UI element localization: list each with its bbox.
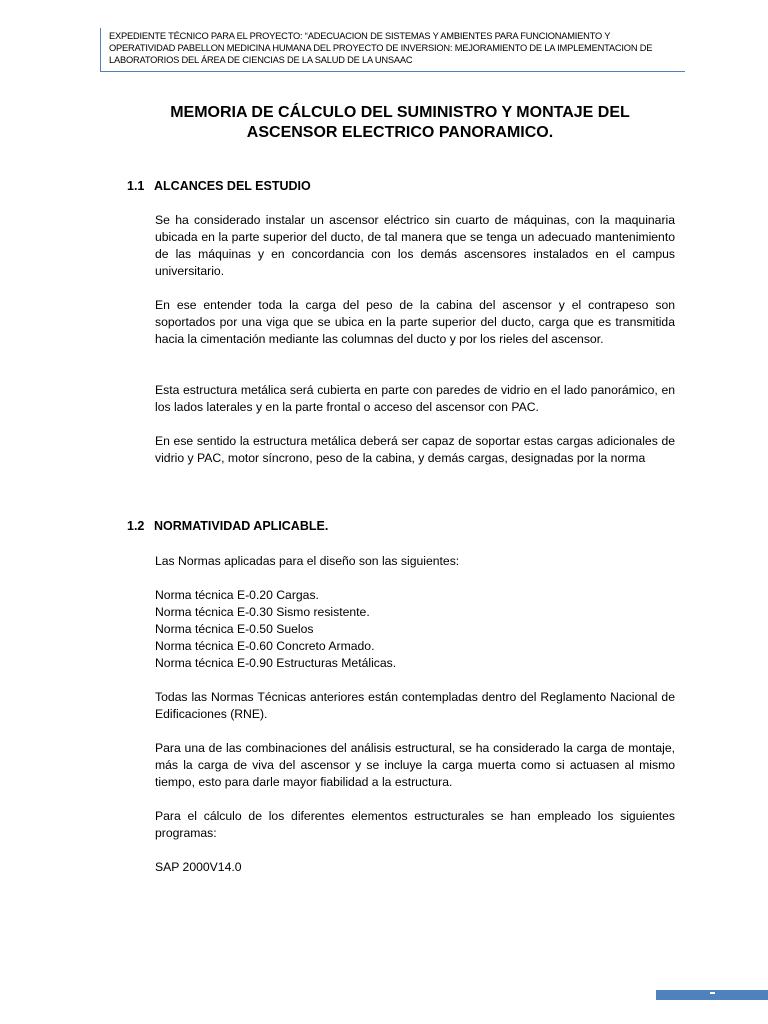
page-header [100,28,685,72]
page-number-mark [710,992,715,994]
section-number: 1.1 [127,179,145,193]
norm-item: Norma técnica E-0.20 Cargas. [155,588,319,602]
norm-item: Norma técnica E-0.50 Suelos [155,622,314,636]
paragraph: Todas las Normas Técnicas anteriores están contempladas dentro del Reglamento Nacional de Edificaciones (RNE). [155,690,675,721]
paragraph: Para una de las combinaciones del análisis estructural, se ha considerado la carga de montaje, más la carga de viva del ascensor y se incluye la carga muerta como si actuasen al mismo tiempo, esto para darle mayor fiabilidad a la estructura. [155,741,675,789]
norm-item: Norma técnica E-0.60 Concreto Armado. [155,639,375,653]
paragraph: En ese sentido la estructura metálica deberá ser capaz de soportar estas cargas adicionales de vidrio y PAC, motor síncrono, peso de la cabina, y demás cargas, designadas por la norma [155,434,675,465]
section-heading-normatividad [127,519,328,533]
norm-list [155,587,396,672]
norms-intro: Las Normas aplicadas para el diseño son las siguientes: [155,554,460,568]
header-project-title: EXPEDIENTE TÉCNICO PARA EL PROYECTO: “ADECUACION DE SISTEMAS Y AMBIENTES PARA FUNCIONAMIENTO Y OPERATIVIDAD PABELLON MEDICINA HUMANA DEL PROYECTO DE INVERSION: MEJORAMIENTO DE LA IMPLEMENTACION DE LABORATORIOS DEL ÁREA DE CIENCIAS DE LA SALUD DE LA UNSAAC [109,31,653,65]
document-title-line-2: ASCENSOR ELECTRICO PANORAMICO. [246,124,554,141]
document-title-line-1: MEMORIA DE CÁLCULO DEL SUMINISTRO Y MONTAJE DEL [170,104,630,121]
paragraph: Esta estructura metálica será cubierta en parte con paredes de vidrio en el lado panorámico, en los lados laterales y en la parte frontal o acceso del ascensor con PAC. [155,383,675,414]
document-title [120,103,680,143]
norm-item: Norma técnica E-0.30 Sismo resistente. [155,605,370,619]
software-name: SAP 2000V14.0 [155,860,242,874]
page-footer-bar [656,990,768,1000]
section-number: 1.2 [127,519,145,533]
section-title: ALCANCES DEL ESTUDIO [154,179,311,193]
norm-item: Norma técnica E-0.90 Estructuras Metálicas. [155,656,397,670]
paragraph: Se ha considerado instalar un ascensor eléctrico sin cuarto de máquinas, con la maquinaria ubicada en la parte superior del ducto, de tal manera que se tenga un adecuado mantenimiento de las máquinas y en concordancia con los demás ascensores instalados en el campus universitario. [155,213,675,278]
paragraph: En ese entender toda la carga del peso de la cabina del ascensor y el contrapeso son soportados por una viga que se ubica en la parte superior del ducto, carga que es transmitida hacia la cimentación mediante las columnas del ducto y por los rieles del ascensor. [155,298,675,346]
paragraph: Para el cálculo de los diferentes elementos estructurales se han empleado los siguientes programas: [155,809,675,840]
section-title: NORMATIVIDAD APLICABLE. [154,519,329,533]
section-heading-alcances [127,179,311,193]
